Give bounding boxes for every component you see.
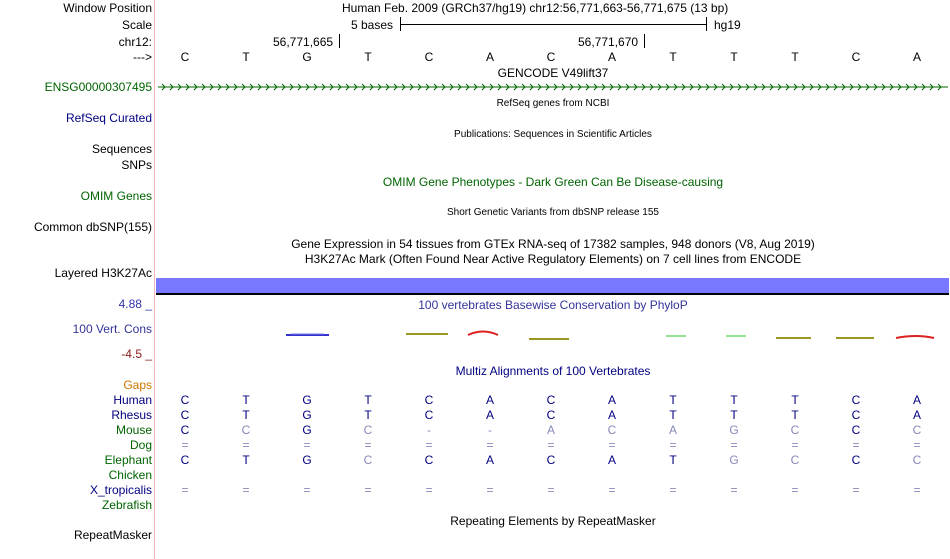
alignment-base: = xyxy=(364,483,372,497)
alignment-base: = xyxy=(669,483,677,497)
phylop-wiggle[interactable] xyxy=(156,326,950,346)
alignment-base: = xyxy=(608,438,616,452)
alignment-base: = xyxy=(303,438,311,452)
species-label-zebrafish[interactable]: Zebrafish xyxy=(101,498,152,512)
alignment-base: C xyxy=(546,408,556,422)
alignment-base: A xyxy=(485,393,494,407)
gencode-gene-track[interactable] xyxy=(156,80,950,94)
alignment-base: G xyxy=(302,408,312,422)
ruler-base: T xyxy=(364,50,372,64)
repeatmasker-label[interactable]: RepeatMasker xyxy=(73,528,152,542)
layered-h3k27ac-label[interactable]: Layered H3K27Ac xyxy=(54,266,152,280)
alignment-base: C xyxy=(851,423,861,437)
alignment-base: T xyxy=(364,408,372,422)
ruler-base: C xyxy=(180,50,190,64)
alignment-base: = xyxy=(364,438,372,452)
ruler-base: T xyxy=(730,50,738,64)
alignment-base: G xyxy=(302,393,312,407)
alignment-base: C xyxy=(363,453,373,467)
position-label-1: 56,771,665 xyxy=(273,35,334,49)
phylop-max-value: 4.88 _ xyxy=(118,297,152,311)
alignment-base: T xyxy=(791,393,799,407)
alignment-base: C xyxy=(546,453,556,467)
alignment-base: C xyxy=(790,453,800,467)
alignment-base: A xyxy=(485,453,494,467)
alignment-base: A xyxy=(607,453,616,467)
common-dbsnp-label[interactable]: Common dbSNP(155) xyxy=(33,220,152,234)
alignment-base: = xyxy=(852,438,860,452)
alignment-base: = xyxy=(547,438,555,452)
repeatmasker-title[interactable]: Repeating Elements by RepeatMasker xyxy=(450,514,656,528)
species-label-rhesus[interactable]: Rhesus xyxy=(111,408,152,422)
alignment-base: A xyxy=(485,408,494,422)
alignment-base: T xyxy=(364,393,372,407)
species-label-mouse[interactable]: Mouse xyxy=(115,423,152,437)
alignment-base: = xyxy=(181,483,189,497)
label-divider xyxy=(154,0,155,559)
species-label-human[interactable]: Human xyxy=(113,393,152,407)
alignment-base: C xyxy=(851,393,861,407)
alignment-base: T xyxy=(791,408,799,422)
alignment-base: = xyxy=(486,438,494,452)
window-position-label: Window Position xyxy=(63,1,152,15)
alignment-base: = xyxy=(181,438,189,452)
position-tick-1 xyxy=(339,34,340,48)
alignment-base: T xyxy=(242,393,250,407)
h3k27ac-signal-bar[interactable] xyxy=(156,278,949,293)
alignment-base: = xyxy=(852,483,860,497)
alignment-base: T xyxy=(730,408,738,422)
alignment-base: = xyxy=(608,483,616,497)
ruler-base: A xyxy=(485,50,494,64)
ruler-base: T xyxy=(791,50,799,64)
alignment-base: C xyxy=(790,423,800,437)
omim-title[interactable]: OMIM Gene Phenotypes - Dark Green Can Be Disease-causing xyxy=(382,175,724,189)
scale-assembly: hg19 xyxy=(714,18,741,32)
alignment-base: = xyxy=(913,438,921,452)
alignment-base: C xyxy=(424,393,434,407)
alignment-base: = xyxy=(242,483,250,497)
scale-text: 5 bases xyxy=(351,18,394,32)
window-position-value: Human Feb. 2009 (GRCh37/hg19) chr12:56,771,663-56,771,675 (13 bp) xyxy=(342,1,729,15)
ruler-base: T xyxy=(242,50,250,64)
alignment-base: A xyxy=(546,423,555,437)
alignment-base: G xyxy=(729,423,739,437)
alignment-base: = xyxy=(791,483,799,497)
refseq-curated-label[interactable]: RefSeq Curated xyxy=(65,111,152,125)
species-label-elephant[interactable]: Elephant xyxy=(104,453,152,467)
alignment-base: = xyxy=(242,438,250,452)
publications-title[interactable]: Publications: Sequences in Scientific Articles xyxy=(454,129,652,140)
refseq-title[interactable]: RefSeq genes from NCBI xyxy=(496,98,610,109)
alignment-base: = xyxy=(913,483,921,497)
alignment-base: A xyxy=(607,408,616,422)
ruler-base: G xyxy=(302,50,312,64)
scale-label: Scale xyxy=(121,18,152,32)
alignment-base: T xyxy=(669,393,677,407)
alignment-base: = xyxy=(669,438,677,452)
alignment-base: = xyxy=(730,483,738,497)
alignment-base: = xyxy=(303,483,311,497)
species-label-chicken[interactable]: Chicken xyxy=(108,468,152,482)
alignment-base: = xyxy=(486,483,494,497)
position-tick-2 xyxy=(644,34,645,48)
gencode-title[interactable]: GENCODE V49lift37 xyxy=(497,66,609,80)
alignment-base: = xyxy=(547,483,555,497)
scale-bar xyxy=(400,24,706,25)
alignment-base: T xyxy=(669,408,677,422)
gencode-gene-label[interactable]: ENSG00000307495 xyxy=(44,80,152,94)
strand-label: ---> xyxy=(133,50,152,64)
alignment-base: C xyxy=(363,423,373,437)
ruler-base: A xyxy=(912,50,921,64)
alignment-base: A xyxy=(668,423,677,437)
alignment-base: C xyxy=(607,423,617,437)
alignment-base: C xyxy=(180,423,190,437)
ruler-base: C xyxy=(546,50,556,64)
alignment-base: C xyxy=(912,453,922,467)
alignment-base: T xyxy=(669,453,677,467)
ruler-base: C xyxy=(424,50,434,64)
species-label-dog[interactable]: Dog xyxy=(129,438,152,452)
ruler-base: C xyxy=(851,50,861,64)
dbsnp-title[interactable]: Short Genetic Variants from dbSNP release 155 xyxy=(447,207,659,218)
alignment-base: T xyxy=(730,393,738,407)
alignment-base: C xyxy=(851,453,861,467)
alignment-base: T xyxy=(242,453,250,467)
h3k27ac-baseline xyxy=(156,293,949,295)
ruler-base: A xyxy=(607,50,616,64)
alignment-base: C xyxy=(424,453,434,467)
alignment-base: C xyxy=(180,453,190,467)
omim-genes-label[interactable]: OMIM Genes xyxy=(80,189,152,203)
alignment-base: T xyxy=(242,408,250,422)
alignment-base: - xyxy=(488,423,492,437)
alignment-base: C xyxy=(241,423,251,437)
alignment-base: A xyxy=(607,393,616,407)
alignment-base: = xyxy=(425,438,433,452)
alignment-base: C xyxy=(912,423,922,437)
species-label-x_tropicalis[interactable]: X_tropicalis xyxy=(89,483,152,497)
phylop-track-label[interactable]: 100 Vert. Cons xyxy=(72,322,152,336)
alignment-base: G xyxy=(729,453,739,467)
gtex-title[interactable]: Gene Expression in 54 tissues from GTEx RNA-seq of 17382 samples, 948 donors (V8, Aug 2019) xyxy=(291,237,815,251)
alignment-base: G xyxy=(302,423,312,437)
alignment-base: - xyxy=(427,423,431,437)
alignment-base: = xyxy=(791,438,799,452)
chrom-label: chr12: xyxy=(118,35,152,49)
scale-bar-right-tick xyxy=(706,17,707,31)
phylop-title[interactable]: 100 vertebrates Basewise Conservation by PhyloP xyxy=(418,298,688,312)
alignment-base: C xyxy=(546,393,556,407)
alignment-base: C xyxy=(424,408,434,422)
sequences-label[interactable]: Sequences xyxy=(91,142,152,156)
ruler-base: T xyxy=(669,50,677,64)
gaps-label[interactable]: Gaps xyxy=(123,378,152,392)
position-label-2: 56,771,670 xyxy=(578,35,639,49)
alignment-base: G xyxy=(302,453,312,467)
multiz-title[interactable]: Multiz Alignments of 100 Vertebrates xyxy=(455,364,651,378)
phylop-min-value: -4.5 _ xyxy=(121,347,152,361)
alignment-base: C xyxy=(180,393,190,407)
alignment-base: C xyxy=(851,408,861,422)
alignment-base: = xyxy=(730,438,738,452)
alignment-base: A xyxy=(912,393,921,407)
h3k27ac-title[interactable]: H3K27Ac Mark (Often Found Near Active Regulatory Elements) on 7 cell lines from ENCODE xyxy=(304,252,802,266)
alignment-base: C xyxy=(180,408,190,422)
alignment-base: = xyxy=(425,483,433,497)
alignment-base: A xyxy=(912,408,921,422)
snps-label[interactable]: SNPs xyxy=(121,158,152,172)
